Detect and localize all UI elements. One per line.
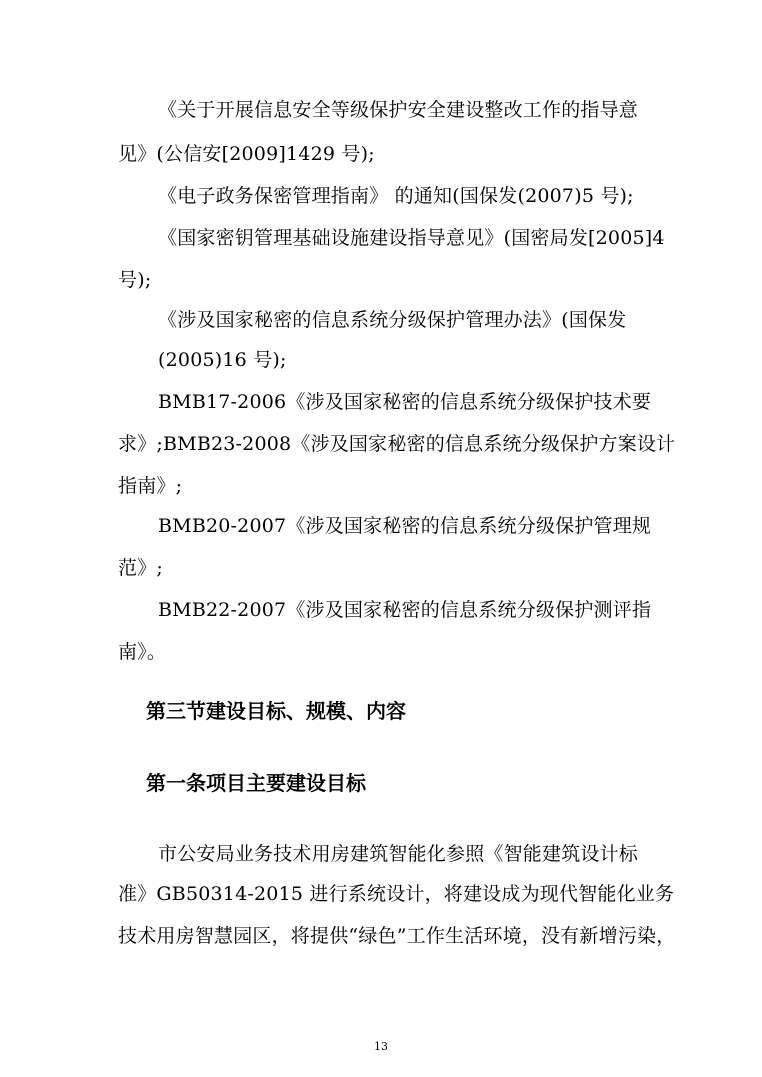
reference-6-line-1: BMB20-2007《涉及国家秘密的信息系统分级保护管理规: [158, 515, 652, 537]
reference-6-line-2: 范》;: [118, 557, 164, 579]
article-heading: 第一条项目主要建设目标: [146, 771, 366, 795]
body-paragraph-line-3: 技术用房智慧园区，将提供“绿色”工作生活环境，没有新增污染，: [118, 925, 676, 947]
reference-2-line-1: 《电子政务保密管理指南》 的通知(国保发(2007)5 号);: [158, 185, 634, 207]
section-heading: 第三节建设目标、规模、内容: [146, 699, 406, 723]
body-paragraph-line-2: 准》GB50314-2015 进行系统设计，将建设成为现代智能化业务: [118, 883, 675, 905]
reference-5-line-2: 求》;BMB23-2008《涉及国家秘密的信息系统分级保护方案设计: [118, 433, 676, 455]
reference-1-line-2: 见》(公信安[2009]1429 号);: [118, 143, 375, 165]
reference-7-line-1: BMB22-2007《涉及国家秘密的信息系统分级保护测评指: [158, 599, 652, 621]
reference-4-line-1: 《涉及国家秘密的信息系统分级保护管理办法》(国保发: [158, 309, 627, 331]
reference-4-line-2: (2005)16 号);: [158, 349, 287, 371]
reference-1-line-1: 《关于开展信息安全等级保护安全建设整改工作的指导意: [158, 99, 639, 121]
reference-3-line-1: 《国家密钥管理基础设施建设指导意见》(国密局发[2005]4: [158, 227, 665, 249]
page-number: 13: [374, 1040, 388, 1053]
reference-7-line-2: 南》。: [118, 641, 167, 663]
reference-5-line-1: BMB17-2006《涉及国家秘密的信息系统分级保护技术要: [158, 391, 652, 413]
reference-3-line-2: 号);: [118, 269, 152, 291]
body-paragraph-line-1: 市公安局业务技术用房建筑智能化参照《智能建筑设计标: [158, 843, 639, 865]
reference-5-line-3: 指南》;: [118, 475, 183, 497]
